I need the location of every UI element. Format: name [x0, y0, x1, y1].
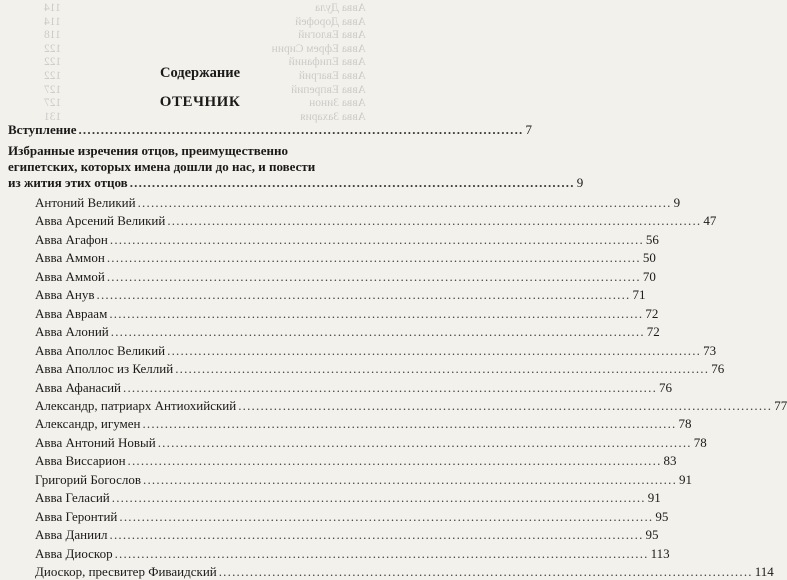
toc-entry [35, 416, 692, 432]
bleed-through-title: Авва Епифаний [288, 56, 366, 69]
dot-leader: ........................................................................................................................ [143, 471, 678, 487]
dot-leader: ........................................................................................................................ [167, 213, 702, 229]
toc-entry [35, 268, 656, 285]
toc-entry-collection [8, 143, 373, 176]
toc-entry-page: 76 [711, 361, 725, 377]
toc-entry-title: Григорий Богослов [35, 471, 142, 487]
toc-entry-title: Авва Аммон [35, 250, 105, 266]
toc-entry-title: Авва Алоний [35, 324, 109, 340]
toc-entry-title: Авва Даниил [35, 527, 108, 543]
dot-leader: ........................................................................................................................ [110, 324, 645, 340]
dot-leader: ........................................................................................................................ [109, 527, 644, 543]
dot-leader: ........................................................................................................................ [123, 379, 658, 395]
dot-leader: ........................................................................................................................ [127, 453, 662, 469]
toc-entry-title: Авва Геласий [35, 490, 110, 506]
dot-leader: ........................................................................................................................ [106, 268, 641, 284]
toc-entry-page: 56 [645, 231, 659, 247]
toc-entry-title: Авва Агафон [35, 231, 108, 247]
toc-entry-title-line: Избранные изречения отцов, преимущественно [8, 143, 289, 158]
bleed-through-page: 122 [44, 69, 62, 82]
toc-entry-collection-last [8, 175, 584, 191]
toc-entry-page: 9 [576, 175, 584, 190]
bleed-through-page: 127 [44, 97, 62, 110]
toc-entry-title: Авва Виссарион [35, 453, 126, 469]
toc-entry-title: Антоний Великий [35, 195, 136, 210]
bleed-through-page: 127 [44, 83, 62, 96]
toc-entry-page: 95 [645, 527, 659, 543]
toc-entry [35, 342, 717, 359]
toc-entry-title-line: египетских, которых имена дошли до нас, и повести [8, 159, 316, 175]
dot-leader: .................................................................................................... [78, 122, 524, 137]
toc-entry-title: из жития этих отцов [8, 175, 128, 190]
toc-entry [35, 564, 774, 580]
dot-leader: ........................................................................................................................ [111, 490, 646, 506]
bleed-through-page: 114 [44, 2, 61, 14]
dot-leader: ........................................................................................................................ [109, 305, 644, 321]
toc-entry-title: Авва Афанасий [35, 379, 122, 395]
bleed-through-title: Авва Зинон [309, 97, 366, 110]
toc-entry-page: 113 [650, 545, 670, 561]
bleed-through-title: Авва Евлогий [298, 29, 366, 42]
toc-entry-title: Диоскор, пресвитер Фиваидский [35, 564, 217, 579]
toc-entry [35, 305, 659, 322]
toc-entry-page: 91 [647, 490, 661, 506]
toc-entry-page: 70 [642, 268, 656, 284]
toc-entry-page: 77 [774, 397, 787, 413]
toc-entry-title: Александр, патриарх Антиохийский [35, 397, 237, 413]
toc-entry-title: Авва Геронтий [35, 508, 118, 524]
toc-entry-page: 78 [678, 416, 692, 432]
dot-leader: ........................................................................................................................ [96, 287, 631, 303]
dot-leader: ........................................................................................................................ [114, 545, 649, 561]
toc-entry-title: Авва Арсений Великий [35, 213, 166, 229]
toc-entry-page: 50 [642, 250, 656, 266]
bleed-through-page: 131 [44, 110, 62, 123]
bleed-through-title: Авва Дула [315, 2, 366, 14]
toc-entry-title: Авва Диоскор [35, 545, 113, 561]
dot-leader: ........................................................................................................................ [238, 397, 773, 413]
toc-entry [35, 453, 677, 469]
toc-entry [35, 250, 656, 266]
bleed-through-page: 122 [44, 56, 62, 69]
bleed-through-page: 118 [44, 29, 61, 42]
toc-entry-page: 95 [655, 508, 669, 524]
toc-entry-page: 76 [659, 379, 673, 395]
dot-leader: ........................................................................................................................ [142, 416, 677, 432]
bleed-through-page: 114 [44, 15, 61, 28]
toc-entry [35, 434, 707, 451]
toc-entry-title: Авва Анув [35, 287, 95, 303]
toc-entry [35, 287, 646, 303]
toc-entry [35, 361, 725, 377]
toc-entry [35, 397, 787, 414]
bleed-through-page: 122 [44, 42, 62, 55]
dot-leader: ........................................................................................................................ [106, 250, 641, 266]
toc-entry-page: 73 [703, 342, 717, 358]
bleed-through-title: Авва Дорофей [295, 15, 366, 28]
toc-entry-page: 72 [646, 324, 660, 340]
bleed-through-title: Авва Евпрепий [291, 83, 366, 96]
toc-entry-page: 47 [703, 213, 717, 229]
toc-entry [35, 471, 693, 488]
toc-entry-page: 83 [663, 453, 677, 469]
dot-leader: ........................................................................................................................ [218, 564, 753, 579]
dot-leader: .................................................................................................... [129, 175, 575, 190]
dot-leader: ........................................................................................................................ [157, 434, 692, 450]
toc-entry-intro [8, 122, 532, 138]
toc-entry-page: 78 [693, 434, 707, 450]
toc-section-title: ОТЕЧНИК [159, 94, 241, 110]
toc-entry-page: 7 [525, 122, 532, 137]
dot-leader: ........................................................................................................................ [167, 342, 702, 358]
bleed-through-title: Авва Евагрий [298, 69, 366, 82]
toc-heading: Содержание [159, 65, 241, 81]
toc-entry-page: 72 [645, 305, 659, 321]
toc-entry [35, 231, 659, 248]
toc-entry-title: Авва Антоний Новый [35, 434, 156, 450]
toc-entry [35, 324, 660, 340]
toc-entry-title: Авва Аполлос из Келлий [35, 361, 174, 377]
toc-entry-title: Александр, игумен [35, 416, 141, 432]
toc-entry [35, 508, 669, 525]
toc-entry [35, 195, 681, 211]
toc-entry-title: Вступление [8, 122, 77, 137]
toc-entry [35, 379, 673, 396]
toc-entry-page: 9 [673, 195, 681, 210]
dot-leader: ........................................................................................................................ [175, 361, 710, 377]
dot-leader: ........................................................................................................................ [109, 231, 644, 247]
toc-entry-title: Авва Авраам [35, 305, 108, 321]
toc-entry-page: 91 [679, 471, 693, 487]
toc-entry-title: Авва Аммой [35, 268, 105, 284]
toc-entry-page: 114 [754, 564, 774, 579]
toc-entry-page: 71 [632, 287, 646, 303]
toc-entry [35, 545, 670, 562]
dot-leader: ........................................................................................................................ [137, 195, 672, 210]
toc-entry [35, 527, 659, 543]
toc-entry [35, 490, 661, 506]
toc-entry-title: Авва Аполлос Великий [35, 342, 166, 358]
dot-leader: ........................................................................................................................ [119, 508, 654, 524]
bleed-through-title: Авва Захария [300, 110, 366, 123]
toc-entry [35, 213, 717, 229]
bleed-through-title: Авва Ефрем Сирин [271, 42, 366, 55]
